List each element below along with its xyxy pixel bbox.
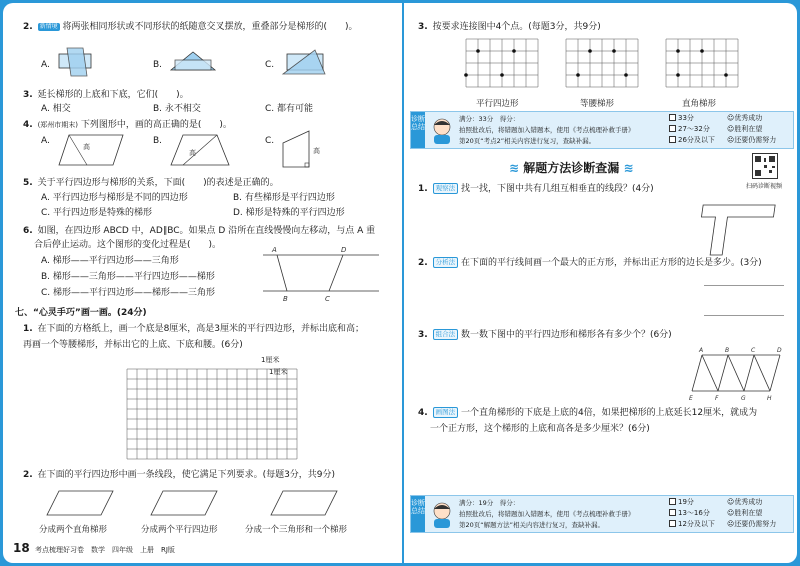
svg-text:A: A — [699, 347, 704, 354]
q6-option-c: C. 梯形——平行四边形——梯形——三角形 — [41, 288, 216, 298]
q2-figure-b — [169, 50, 219, 76]
point-d-label: D — [341, 246, 347, 254]
student-avatar-icon — [429, 501, 455, 529]
diagnosis-tag-2: 诊断总结 — [411, 496, 425, 532]
qr-caption: 扫码诊断视频 — [746, 183, 783, 190]
q4-a-height-label: 高 — [83, 143, 90, 151]
svg-text:F: F — [715, 395, 719, 402]
qr-code-icon[interactable] — [752, 153, 778, 179]
q5-option-d: D. 梯形是特殊的平行四边形 — [233, 208, 345, 218]
range-2[interactable]: 27～32分 — [669, 125, 710, 134]
q5-option-a: A. 平行四边形与梯形是不同的四边形 — [41, 193, 188, 203]
worksheet-spread — [3, 3, 797, 563]
svg-text:D: D — [777, 347, 782, 354]
q2-option-b: B. — [153, 60, 163, 70]
smile-icon: ☺ — [727, 114, 735, 122]
q4-figure-a — [57, 133, 127, 169]
question-4: 4. (郑州市期末) 下列图形中，画的高正确的是( )。 — [23, 120, 232, 130]
scale-label-2: 1厘米 — [269, 368, 288, 376]
q3-option-a: A. 相交 — [41, 104, 71, 114]
method-question-1: 1. 观察法 找一找，下图中共有几组互相垂直的线段？(4分) — [418, 184, 654, 194]
smile-icon: ☺ — [727, 498, 735, 506]
method-question-3: 3. 组合法 数一数下图中的平行四边形和梯形各有多少个？(6分) — [418, 330, 672, 340]
dot-grid-3[interactable] — [666, 39, 738, 91]
q4-c-height-label: 高 — [313, 147, 320, 155]
parallel-line-1 — [704, 285, 784, 286]
q3-option-c: C. 都有可能 — [265, 104, 314, 114]
student-avatar-icon — [429, 117, 455, 145]
left-page — [3, 3, 402, 563]
point-b-label: B — [283, 295, 288, 303]
grid-point[interactable] — [676, 73, 680, 77]
draw-question-1: 1. 在下面的方格纸上，画一个底是8厘米，高是3厘米的平行四边形，并标出底和高； — [23, 324, 365, 334]
q5-option-b: B. 有些梯形是平行四边形 — [233, 193, 335, 203]
result-1: ☺优秀成功 — [727, 498, 763, 506]
svg-text:B: B — [725, 347, 730, 354]
question-6: 6. 如图，在四边形 ABCD 中，AD∥BC。如果点 D 沿所在直线慢慢向左移动，与点 A 重 — [23, 226, 376, 236]
svg-text:G: G — [741, 395, 746, 402]
result-3: ☹还要仍需努力 — [727, 136, 777, 144]
q4-option-b: B. — [153, 136, 163, 146]
grid-point[interactable] — [464, 73, 468, 77]
q5-option-c: C. 平行四边形是特殊的梯形 — [41, 208, 153, 218]
method-question-4: 4. 画图法 一个直角梯形的下底是上底的4倍，如果把梯形的上底延长12厘米，就成为 — [418, 408, 758, 418]
range-1[interactable]: 33分 — [669, 114, 694, 123]
question-6-line-2: 合后停止运动。这个图形的变化过程是( )。 — [34, 240, 222, 250]
range-3[interactable]: 26分及以下 — [669, 136, 715, 145]
parallelogram-2[interactable] — [149, 489, 219, 517]
svg-text:H: H — [767, 395, 772, 402]
q3-option-b: B. 永不相交 — [153, 104, 201, 114]
q4-b-height-label: 高 — [189, 149, 196, 157]
method-question-4-line-2: 一个正方形，这个梯形的上底和高各是多少厘米？(6分) — [430, 424, 650, 434]
grid-point[interactable] — [612, 49, 616, 53]
draw-question-1-line-2: 再画一个等腰梯形，并标出它的上底、下底和腰。(6分) — [23, 340, 243, 350]
question-2: 2. 新情境 将两张相同形状或不同形状的纸随意交叉摆放，重叠部分是梯形的( )。 — [23, 22, 358, 32]
caption-parallelograms: 分成两个平行四边形 — [141, 525, 218, 535]
grid-point[interactable] — [700, 49, 704, 53]
parallelogram-3[interactable] — [269, 489, 339, 517]
q2-option-c: C. — [265, 60, 275, 70]
perpendicular-figure — [700, 199, 780, 259]
result-2: ☺胜利在望 — [727, 509, 763, 517]
drawing-grid[interactable] — [127, 369, 297, 459]
method-banner: ≋ 解题方法诊断查漏 ≋ — [509, 161, 634, 175]
question-5: 5. 关于平行四边形与梯形的关系，下面( )的表述是正确的。 — [23, 178, 279, 188]
neutral-icon: ☺ — [727, 509, 735, 517]
sad-icon: ☹ — [727, 136, 735, 144]
q4-option-c: C. — [265, 136, 275, 146]
point-c-label: C — [325, 295, 330, 303]
result-2: ☺胜利在望 — [727, 125, 763, 133]
sad-icon: ☹ — [727, 520, 735, 528]
parallelogram-1[interactable] — [45, 489, 115, 517]
diagnosis-panel-2: 诊断总结 满分：19分 得分： 拍照批改后，将错题加入错题本，使用《考点梳理补救手册》 第20页“解题方法”相关内容进行复习，查缺补漏。 19分 13～16分 12分及以下 ☺优秀成功 ☺胜利在望 ☹还要仍需努力 — [410, 495, 794, 533]
q2-option-a: A. — [41, 60, 50, 70]
caption-parallelogram: 平行四边形 — [476, 99, 519, 109]
question-3-right: 3. 按要求连接图中4个点。(每题3分，共9分) — [418, 22, 601, 32]
range-1[interactable]: 19分 — [669, 498, 694, 507]
grid-point[interactable] — [576, 73, 580, 77]
grid-point[interactable] — [588, 49, 592, 53]
grid-point[interactable] — [676, 49, 680, 53]
caption-triangle-trapezoid: 分成一个三角形和一个梯形 — [245, 525, 348, 535]
caption-right-trapezoid: 直角梯形 — [682, 99, 717, 109]
q6-option-b: B. 梯形——三角形——平行四边形——梯形 — [41, 272, 215, 282]
result-3: ☹还要仍需努力 — [727, 520, 777, 528]
range-2[interactable]: 13～16分 — [669, 509, 710, 518]
wave-icon: ≋ — [623, 161, 634, 175]
page-number-left: 18 — [13, 541, 30, 555]
range-3[interactable]: 12分及以下 — [669, 520, 715, 529]
caption-right-trapezoids: 分成两个直角梯形 — [39, 525, 108, 535]
grid-point[interactable] — [500, 73, 504, 77]
q6-figure-abcd — [261, 243, 381, 305]
scale-label-1: 1厘米 — [261, 356, 280, 364]
question-3: 3. 延长梯形的上底和下底，它们( )。 — [23, 90, 189, 100]
right-page — [404, 3, 797, 563]
parallel-line-2 — [704, 315, 784, 316]
dot-grid-1[interactable] — [466, 39, 538, 91]
parallelogram-count-figure — [686, 345, 786, 403]
svg-text:C: C — [751, 347, 756, 354]
grid-point[interactable] — [624, 73, 628, 77]
grid-point[interactable] — [724, 73, 728, 77]
footer-text: 考点梳理好习卷 数学 四年级 上册 RJ版 — [35, 546, 175, 554]
new-context-tag: 新情境 — [39, 23, 58, 30]
grid-point[interactable] — [512, 49, 516, 53]
diagnosis-tag-1: 诊断总结 — [411, 112, 425, 148]
q4-figure-c — [281, 129, 331, 171]
diagnosis-panel-1: 诊断总结 满分：33分 得分： 拍照批改后，将错题加入错题本，使用《考点梳理补救手册》 第20页“考点2”相关内容进行复习，查缺补漏。 33分 27～32分 26分及以下 ☺优秀成功 ☺胜利在望 ☹还要仍需努力 — [410, 111, 794, 149]
dot-grid-2[interactable] — [566, 39, 638, 91]
svg-text:E: E — [689, 395, 693, 402]
method-question-2: 2. 分析法 在下面的平行线间画一个最大的正方形，并标出正方形的边长是多少。(3分) — [418, 258, 762, 268]
wave-icon: ≋ — [509, 161, 520, 175]
q2-figure-a — [57, 48, 97, 78]
draw-question-2: 2. 在下面的平行四边形中画一条线段，使它满足下列要求。(每题3分，共9分) — [23, 470, 336, 480]
section-7-title: 七、“心灵手巧”画一画。(24分) — [15, 308, 147, 318]
caption-isosceles-trapezoid: 等腰梯形 — [580, 99, 615, 109]
point-a-label: A — [272, 246, 277, 254]
q4-option-a: A. — [41, 136, 50, 146]
q6-option-a: A. 梯形——平行四边形——三角形 — [41, 256, 179, 266]
result-1: ☺优秀成功 — [727, 114, 763, 122]
q4-figure-b — [169, 133, 231, 169]
q2-figure-c — [281, 48, 331, 78]
grid-point[interactable] — [476, 49, 480, 53]
neutral-icon: ☺ — [727, 125, 735, 133]
